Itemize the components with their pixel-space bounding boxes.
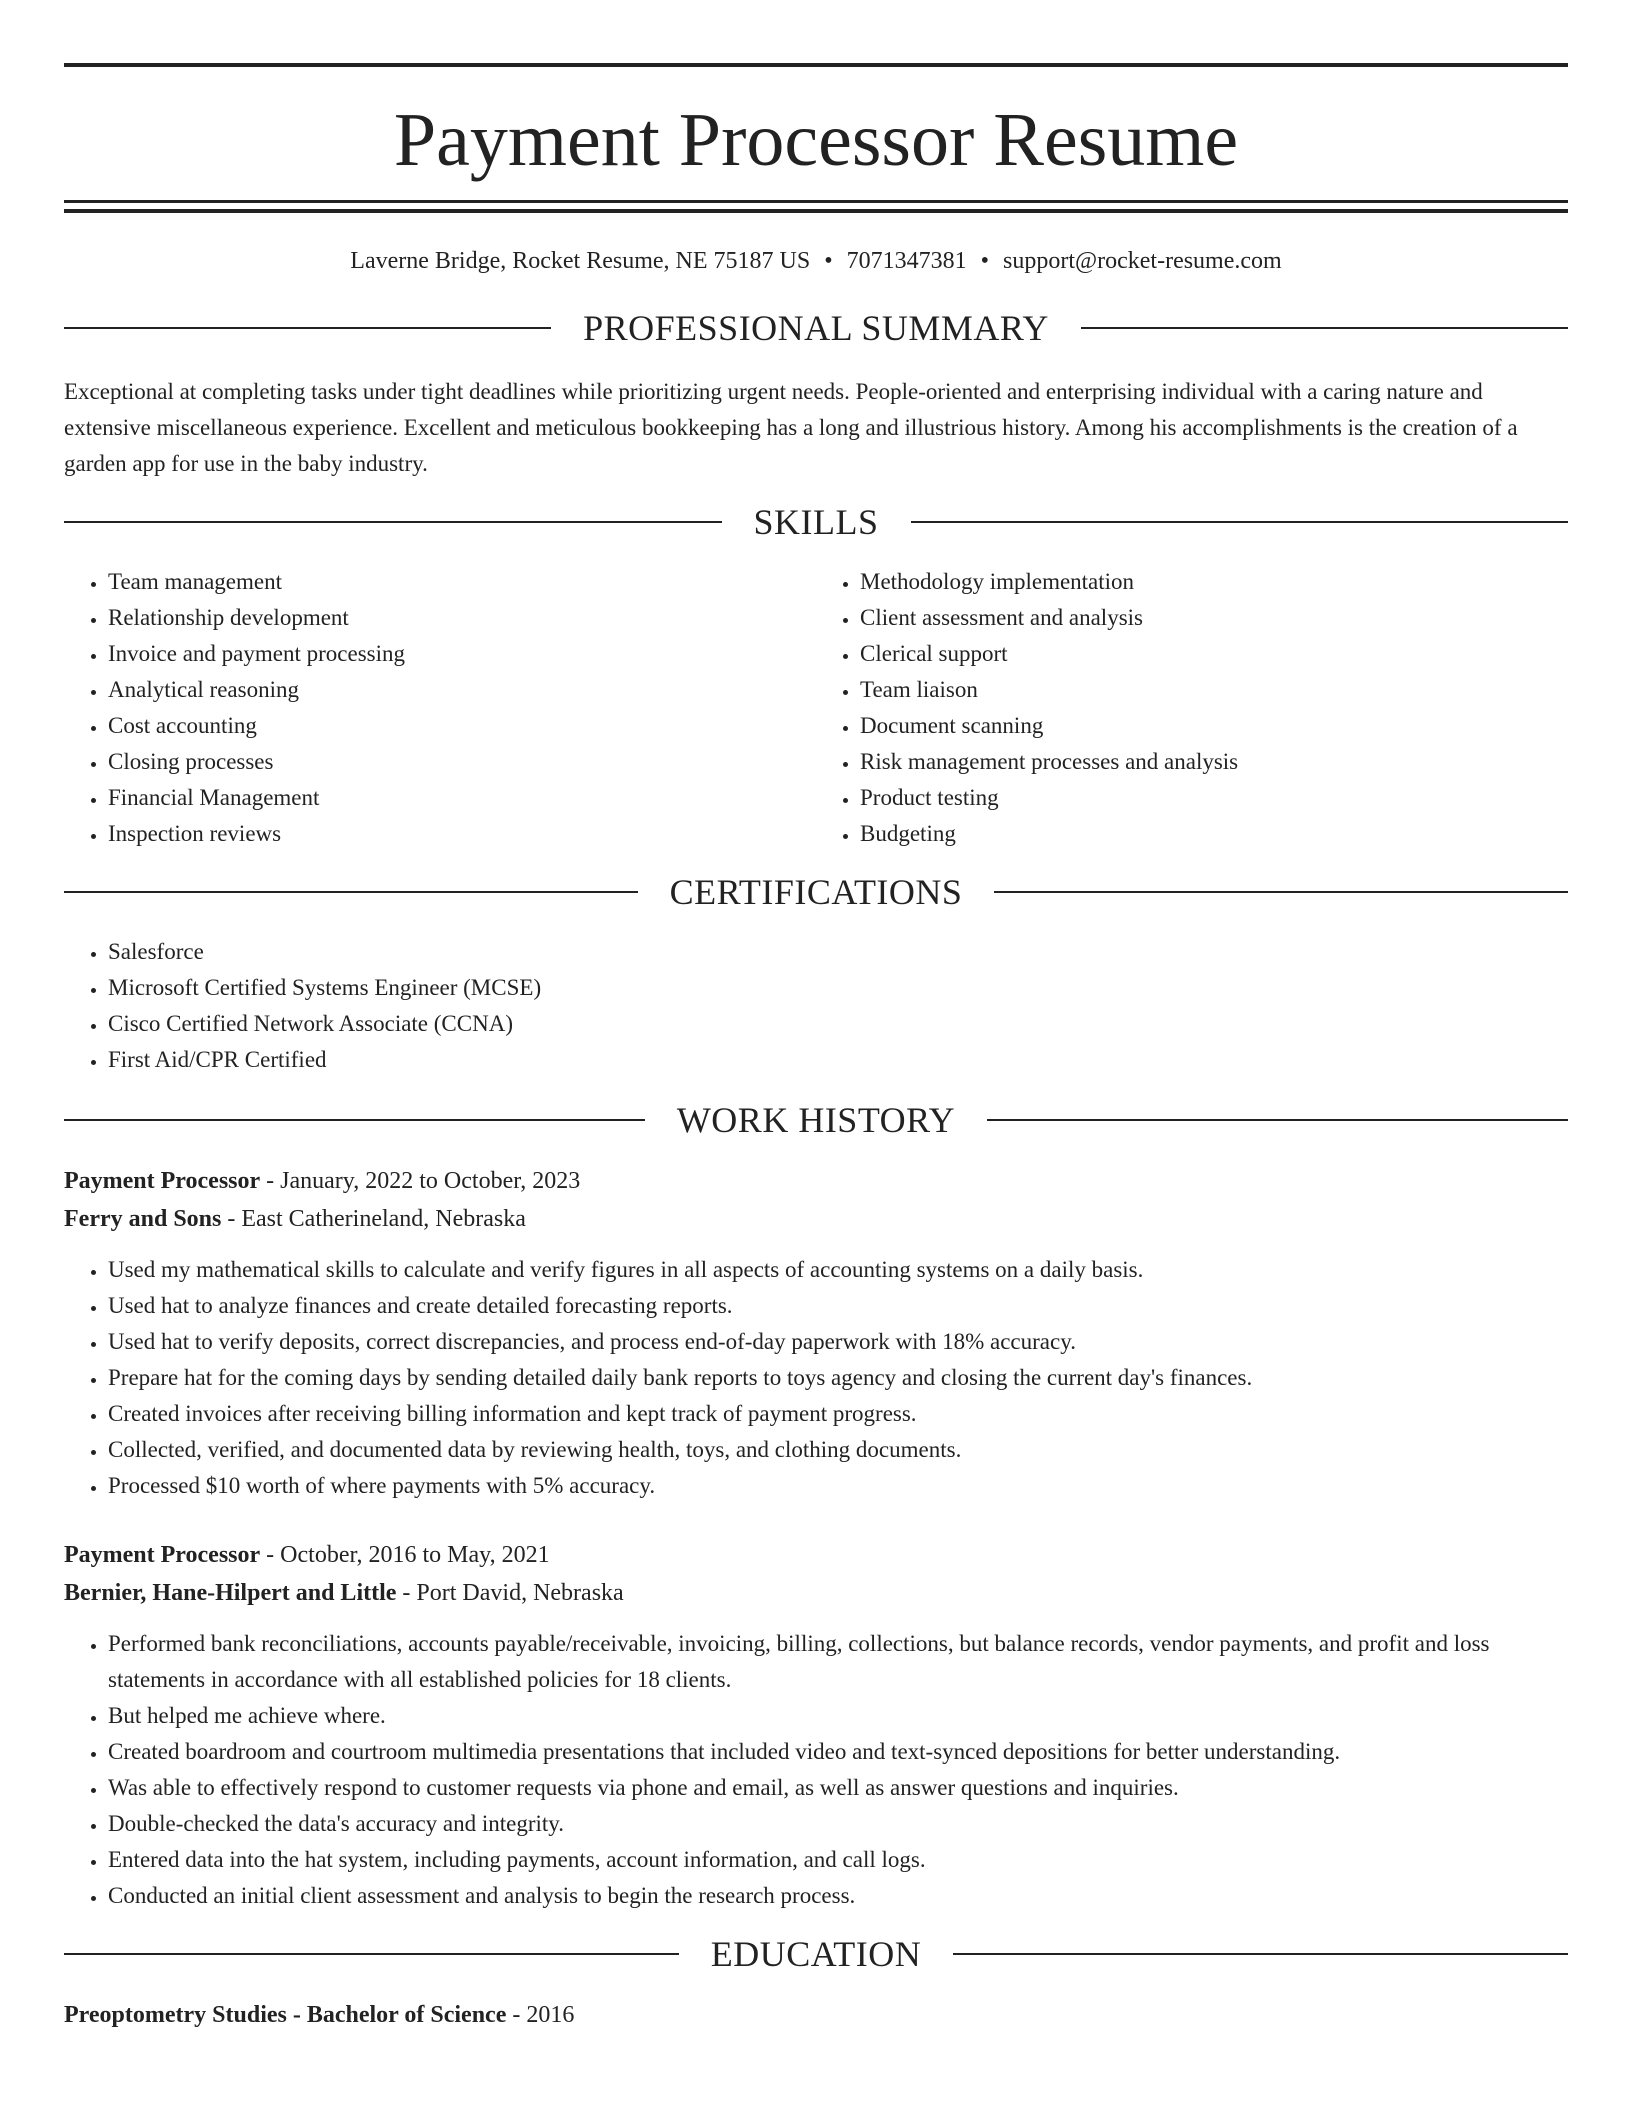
list-item: • Processed $10 worth of where payments with 5% accuracy. bbox=[108, 1468, 1568, 1504]
list-item: • Salesforce bbox=[108, 934, 1568, 970]
list-item: • Microsoft Certified Systems Engineer (MCSE) bbox=[108, 970, 1568, 1006]
list-item: • Inspection reviews bbox=[108, 816, 816, 852]
certifications-list bbox=[64, 934, 1568, 1078]
list-item: • Analytical reasoning bbox=[108, 672, 816, 708]
list-item: • Created boardroom and courtroom multimedia presentations that included video and text-synced depositions for better understanding. bbox=[108, 1734, 1568, 1770]
section-heading-skills bbox=[64, 504, 1568, 540]
list-item: • Used hat to verify deposits, correct discrepancies, and process end-of-day paperwork with 18% accuracy. bbox=[108, 1324, 1568, 1360]
list-item: • First Aid/CPR Certified bbox=[108, 1042, 1568, 1078]
skills-list bbox=[64, 564, 1568, 852]
education-year: - 2016 bbox=[506, 2002, 575, 2028]
section-heading-summary bbox=[64, 310, 1568, 346]
job-title-line bbox=[64, 1162, 1568, 1200]
top-rule bbox=[64, 63, 1568, 67]
section-title: PROFESSIONAL SUMMARY bbox=[583, 308, 1049, 348]
job-company: Ferry and Sons bbox=[64, 1206, 222, 1232]
list-item: • Created invoices after receiving billing information and kept track of payment progress. bbox=[108, 1396, 1568, 1432]
list-item: • Clerical support bbox=[860, 636, 1568, 672]
list-item: • Invoice and payment processing bbox=[108, 636, 816, 672]
separator-dot: • bbox=[980, 248, 990, 274]
list-item: • Collected, verified, and documented data by reviewing health, toys, and clothing documents. bbox=[108, 1432, 1568, 1468]
section-heading-work-history bbox=[64, 1102, 1568, 1138]
list-item: • Performed bank reconciliations, accounts payable/receivable, invoicing, billing, collections, but balance records, vendor payments, and profit and loss statements in accordance with all established policies for 18 clients. bbox=[108, 1626, 1568, 1698]
job-location: - East Catherineland, Nebraska bbox=[221, 1206, 526, 1232]
job-bullets bbox=[64, 1252, 1568, 1504]
separator-dot: • bbox=[824, 248, 833, 274]
education-degree: Preoptometry Studies - Bachelor of Science bbox=[64, 2002, 507, 2028]
job-dates: - October, 2016 to May, 2021 bbox=[260, 1542, 550, 1568]
contact-email: support@rocket-resume.com bbox=[1003, 248, 1282, 274]
list-item: • But helped me achieve where. bbox=[108, 1698, 1568, 1734]
job-dates: - January, 2022 to October, 2023 bbox=[260, 1168, 581, 1194]
job-entry bbox=[64, 1536, 1568, 1914]
section-title: EDUCATION bbox=[710, 1934, 922, 1974]
list-item: • Used my mathematical skills to calculate and verify figures in all aspects of accounting systems on a daily basis. bbox=[108, 1252, 1568, 1288]
list-item: • Conducted an initial client assessment and analysis to begin the research process. bbox=[108, 1878, 1568, 1914]
list-item: • Double-checked the data's accuracy and integrity. bbox=[108, 1806, 1568, 1842]
list-item: • Methodology implementation bbox=[860, 564, 1568, 600]
list-item: • Document scanning bbox=[860, 708, 1568, 744]
list-item: • Team liaison bbox=[860, 672, 1568, 708]
skills-column-left bbox=[64, 564, 816, 852]
section-title: WORK HISTORY bbox=[676, 1100, 956, 1140]
contact-line bbox=[64, 246, 1568, 276]
section-title: CERTIFICATIONS bbox=[669, 872, 963, 912]
list-item: • Cost accounting bbox=[108, 708, 816, 744]
list-item: • Team management bbox=[108, 564, 816, 600]
job-bullets bbox=[64, 1626, 1568, 1914]
job-title: Payment Processor bbox=[64, 1542, 261, 1568]
list-item: • Prepare hat for the coming days by sending detailed daily bank reports to toys agency and closing the current day's finances. bbox=[108, 1360, 1568, 1396]
list-item: • Cisco Certified Network Associate (CCNA) bbox=[108, 1006, 1568, 1042]
job-title: Payment Processor bbox=[64, 1168, 261, 1194]
list-item: • Client assessment and analysis bbox=[860, 600, 1568, 636]
job-company-line bbox=[64, 1574, 1568, 1612]
skills-column-right bbox=[816, 564, 1568, 852]
resume-content bbox=[64, 0, 1568, 2034]
list-item: • Closing processes bbox=[108, 744, 816, 780]
section-heading-certifications bbox=[64, 874, 1568, 910]
contact-address: Laverne Bridge, Rocket Resume, NE 75187 US bbox=[350, 248, 811, 274]
list-item: • Budgeting bbox=[860, 816, 1568, 852]
section-heading-education bbox=[64, 1936, 1568, 1972]
list-item: • Entered data into the hat system, including payments, account information, and call logs. bbox=[108, 1842, 1568, 1878]
list-item: • Relationship development bbox=[108, 600, 816, 636]
list-item: • Product testing bbox=[860, 780, 1568, 816]
title-double-rule bbox=[64, 200, 1568, 213]
job-entry bbox=[64, 1162, 1568, 1504]
job-company: Bernier, Hane-Hilpert and Little bbox=[64, 1580, 397, 1606]
education-line bbox=[64, 1996, 1568, 2034]
section-title: SKILLS bbox=[753, 502, 879, 542]
page-title: Payment Processor Resume bbox=[393, 98, 1239, 182]
contact-phone: 7071347381 bbox=[846, 248, 967, 274]
summary-text: Exceptional at completing tasks under tight deadlines while prioritizing urgent needs. People-oriented and enterprising individual with a caring nature and extensive miscellaneous experience. Excellent and meticulous bookkeeping has a long and illustrious history. Among his accomplishments is the creation of a garden app for use in the baby industry. bbox=[64, 379, 1518, 476]
job-company-line bbox=[64, 1200, 1568, 1238]
job-location: - Port David, Nebraska bbox=[396, 1580, 624, 1606]
job-title-line bbox=[64, 1536, 1568, 1574]
list-item: • Was able to effectively respond to customer requests via phone and email, as well as answer questions and inquiries. bbox=[108, 1770, 1568, 1806]
list-item: • Risk management processes and analysis bbox=[860, 744, 1568, 780]
list-item: • Financial Management bbox=[108, 780, 816, 816]
list-item: • Used hat to analyze finances and create detailed forecasting reports. bbox=[108, 1288, 1568, 1324]
